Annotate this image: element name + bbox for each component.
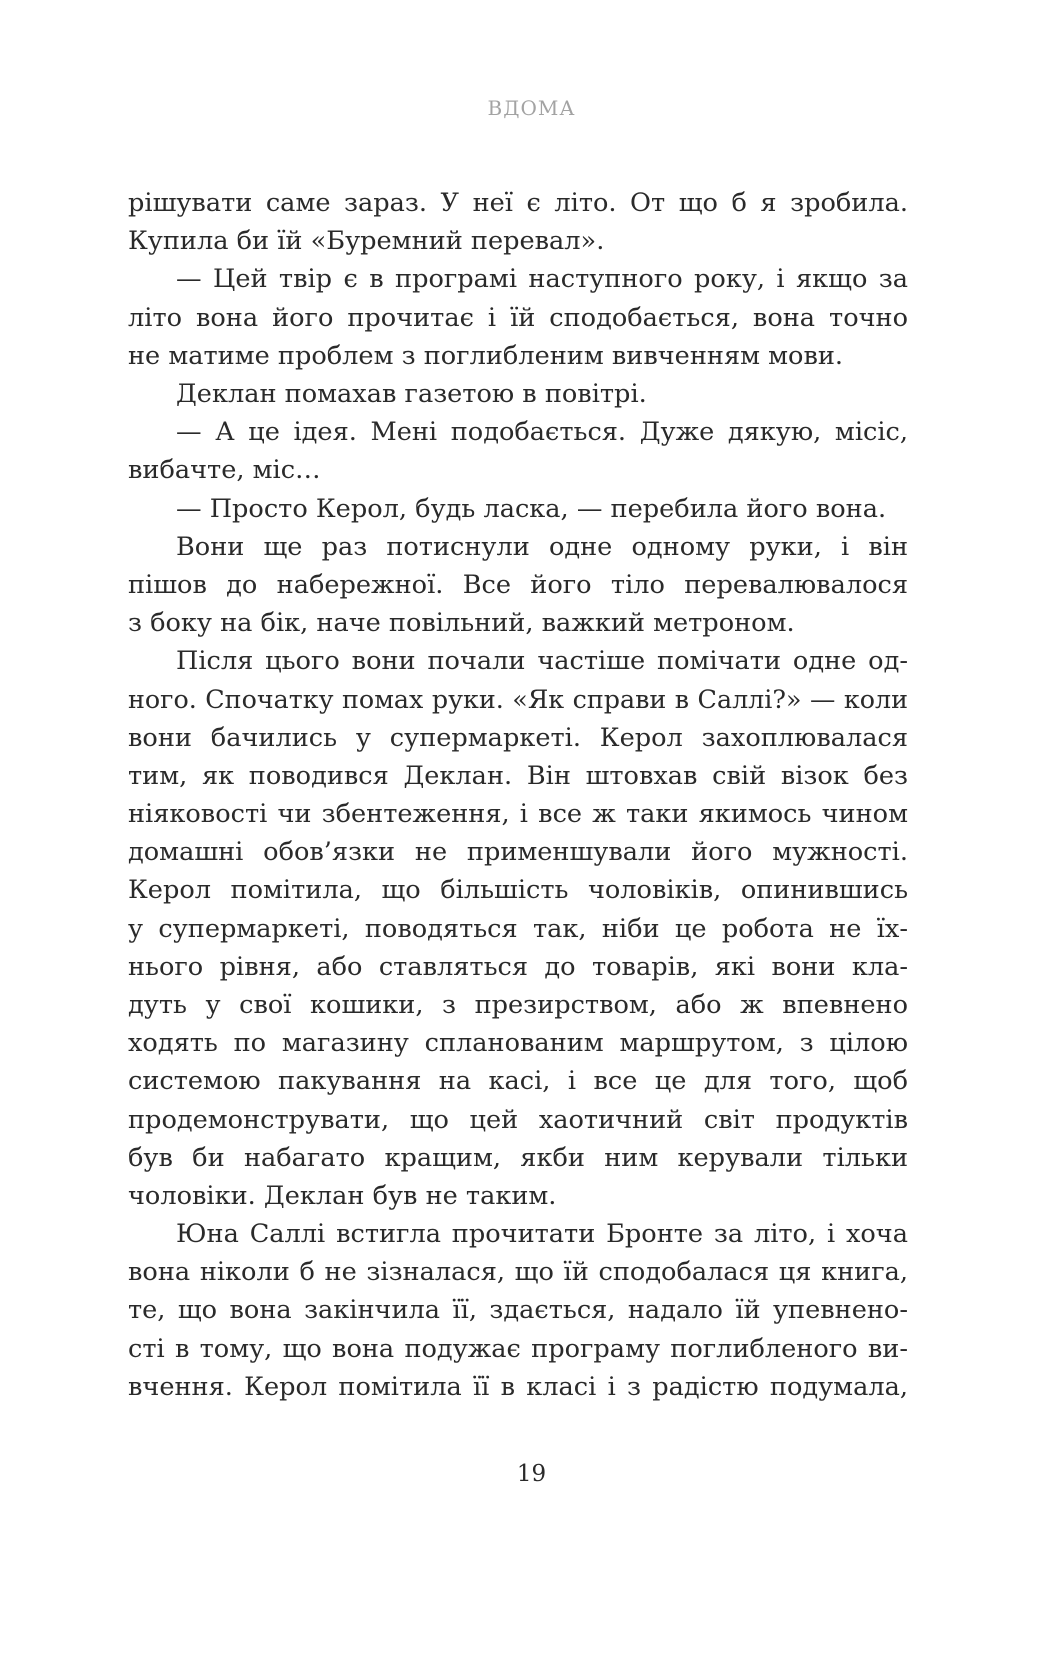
text-line: те, що вона закінчила її, здається, надало їй упевнено-: [128, 1295, 908, 1326]
text-line: ного. Спочатку помах руки. «Як справи в Саллі?» — коли: [128, 684, 908, 715]
text-line: дуть у свої кошики, з презирством, або ж впевнено: [128, 989, 908, 1020]
text-line: Деклан помахав газетою в повітрі.: [176, 378, 647, 409]
text-line: не матиме проблем з поглибленим вивченням мови.: [128, 340, 844, 371]
text-line: ніяковості чи збентеження, і все ж таки якимось чином: [128, 799, 908, 829]
text-line: у супермаркеті, поводяться так, ніби це робота не їх-: [128, 913, 908, 944]
page-number: 19: [516, 1461, 547, 1487]
body-text: [128, 184, 908, 1406]
text-line: Юна Саллі встигла прочитати Бронте за літо, і хоча: [176, 1219, 908, 1250]
text-line: пішов до набережної. Все його тіло перевалювалося: [128, 569, 908, 600]
text-line: нього рівня, або ставляться до товарів, які вони кла-: [128, 951, 908, 982]
text-line: домашні обов’язки не применшували його мужності.: [128, 837, 908, 868]
text-line: тим, як поводився Деклан. Він штовхав свій візок без: [128, 760, 908, 791]
text-line: вона ніколи б не зізналася, що їй сподобалася ця книга,: [128, 1257, 908, 1288]
text-line: продемонструвати, що цей хаотичний світ продуктів: [128, 1104, 908, 1135]
text-line: вони бачились у супермаркеті. Керол захоплювалася: [128, 722, 908, 753]
text-line: був би набагато кращим, якби ним керували тільки: [128, 1142, 908, 1173]
text-line: літо вона його прочитає і їй сподобається, вона точно: [128, 302, 908, 333]
text-line: — Цей твір є в програмі наступного року, і якщо за: [176, 264, 908, 295]
text-line: з боку на бік, наче повільний, важкий метроном.: [128, 608, 795, 639]
running-header: ВДОМА: [487, 96, 576, 120]
text-line: вчення. Керол помітила її в класі і з радістю подумала,: [128, 1371, 908, 1402]
text-line: Керол помітила, що більшість чоловіків, опинившись: [128, 875, 908, 906]
text-line: чоловіки. Деклан був не таким.: [128, 1180, 557, 1211]
text-line: вибачте, міс…: [128, 455, 321, 486]
text-line: Купила би їй «Буремний перевал».: [128, 226, 605, 257]
text-line: ходять по магазину спланованим маршрутом, з цілою: [128, 1028, 908, 1059]
text-line: Вони ще раз потиснули одне одному руки, і він: [176, 531, 908, 562]
text-line: рішувати саме зараз. У неї є літо. От що б я зробила.: [128, 188, 908, 218]
text-line: — Просто Керол, будь ласка, — перебила його вона.: [176, 493, 887, 524]
text-line: — А це ідея. Мені подобається. Дуже дякую, місіс,: [176, 417, 908, 448]
text-line: сті в тому, що вона подужає програму поглибленого ви-: [128, 1333, 908, 1364]
text-line: Після цього вони почали частіше помічати одне од-: [176, 646, 908, 677]
text-line: системою пакування на касі, і все це для того, щоб: [128, 1066, 908, 1097]
